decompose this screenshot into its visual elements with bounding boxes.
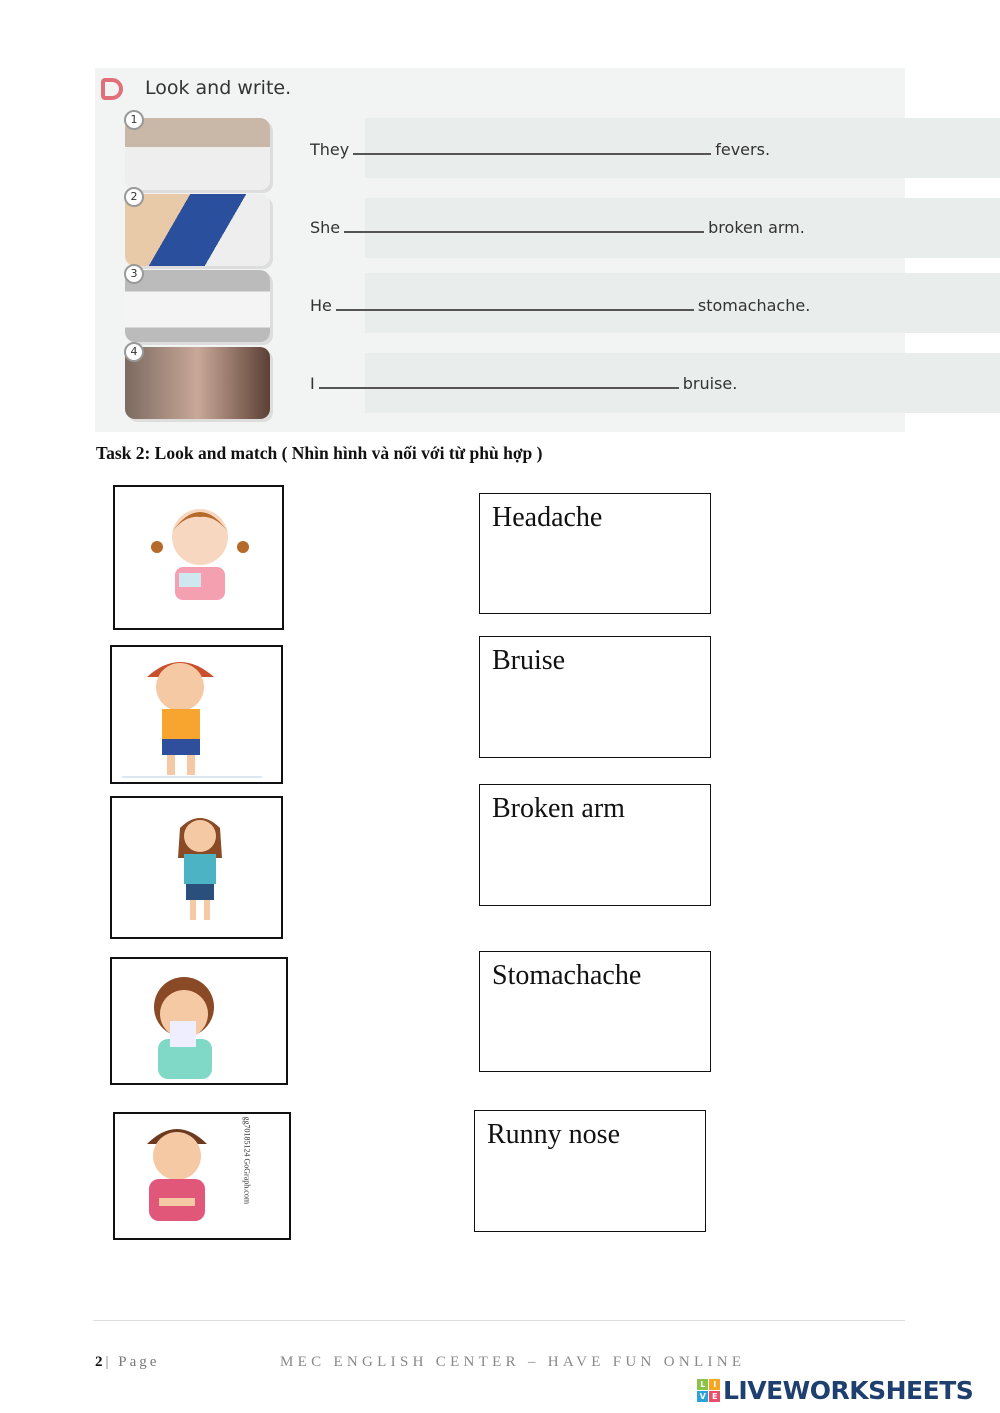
logo-letter: I bbox=[709, 1379, 720, 1390]
word-box-broken-arm[interactable]: Broken arm bbox=[479, 784, 711, 906]
photo-kids-fever bbox=[125, 118, 270, 190]
girl-broken-arm-illustration bbox=[115, 487, 282, 628]
footer-center-text: MEC ENGLISH CENTER – HAVE FUN ONLINE bbox=[280, 1354, 746, 1370]
picture-boy-bruise[interactable] bbox=[110, 645, 283, 784]
subject: He bbox=[310, 296, 332, 315]
sentence-2 bbox=[310, 218, 805, 237]
section-d-badge bbox=[101, 78, 123, 100]
ending: fevers. bbox=[715, 140, 771, 159]
sentence-3 bbox=[310, 296, 810, 315]
item-number: 3 bbox=[124, 264, 144, 284]
page-number bbox=[95, 1354, 159, 1371]
word-box-headache[interactable]: Headache bbox=[479, 493, 711, 614]
photo-girl-broken-arm bbox=[125, 194, 270, 266]
picture-girl-broken-arm[interactable] bbox=[113, 485, 284, 630]
boy-bruise-illustration bbox=[112, 647, 281, 782]
stock-watermark: gg70185124 GoGraph.com bbox=[242, 1116, 252, 1205]
picture-boy-runny-nose[interactable] bbox=[110, 957, 288, 1085]
photo-knee-bruise bbox=[125, 347, 270, 419]
task2-heading: Task 2: Look and match ( Nhìn hình và nối với từ phù hợp ) bbox=[96, 443, 543, 463]
liveworksheets-logo bbox=[697, 1376, 973, 1405]
answer-blank[interactable] bbox=[344, 231, 704, 233]
subject: They bbox=[310, 140, 350, 159]
logo-letter: E bbox=[709, 1391, 720, 1402]
sentence-1 bbox=[310, 140, 770, 159]
logo-letter: L bbox=[697, 1379, 708, 1390]
ending: broken arm. bbox=[708, 218, 805, 237]
boy-runny-nose-illustration bbox=[112, 959, 286, 1083]
answer-blank[interactable] bbox=[319, 387, 679, 389]
photo-boy-stomachache bbox=[125, 270, 270, 342]
word-box-runny-nose[interactable]: Runny nose bbox=[474, 1110, 706, 1232]
word-box-bruise[interactable]: Bruise bbox=[479, 636, 711, 758]
subject: I bbox=[310, 374, 315, 393]
logo-letter: V bbox=[697, 1391, 708, 1402]
ending: stomachache. bbox=[697, 296, 811, 315]
page-number-value: 2 bbox=[95, 1354, 106, 1370]
ending: bruise. bbox=[682, 374, 738, 393]
item-number: 2 bbox=[124, 187, 144, 207]
item-number: 1 bbox=[124, 110, 144, 130]
sentence-4 bbox=[310, 374, 737, 393]
boy-stomachache-illustration bbox=[115, 1114, 289, 1238]
brand-name: LIVEWORKSHEETS bbox=[723, 1376, 974, 1405]
word-box-stomachache[interactable]: Stomachache bbox=[479, 951, 711, 1072]
girl-headache-illustration bbox=[112, 798, 281, 937]
subject: She bbox=[310, 218, 341, 237]
answer-blank[interactable] bbox=[336, 309, 694, 311]
footer-divider bbox=[93, 1320, 905, 1321]
picture-boy-stomachache[interactable] bbox=[113, 1112, 291, 1240]
picture-girl-headache[interactable] bbox=[110, 796, 283, 939]
item-number: 4 bbox=[124, 342, 144, 362]
answer-blank[interactable] bbox=[353, 153, 711, 155]
section-title: Look and write. bbox=[145, 77, 292, 99]
liveworksheets-icon bbox=[697, 1379, 720, 1402]
page-label: | Page bbox=[105, 1354, 160, 1370]
